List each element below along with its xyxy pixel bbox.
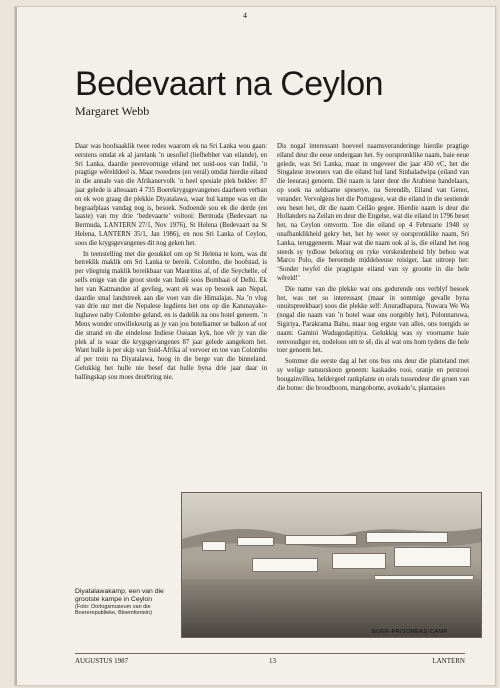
camp-hut bbox=[394, 547, 471, 567]
left-paragraph-1: Daar was hoofsaaklik twee redes waarom ek na Sri Lanka wou gaan: eerstens omdat ek al jarelank ’n uesofiel (liefhebber van eilande), en Sri Lanka, daardie peerevormige eiland net suid-oos van Indië, ’n pragtige wêrelddeel is. Maar tweedens (en veral) omdat hierdie eiland in die annale van die Afrikanervolk ’n heel spesiale plek beklee: 87 jaar gelede is altesaam 4 735 Boerekrygsgevangenes daarheen verban en ek wou graag die plekkie Diyatalawa, waar hul kampe was en die begraafplaas vandag nog is, besoek. Sodoende sou ek die derde (en laaste) van my drie ‘bedevaarte’ voltooi: Bermuda (Bedevaart na Bermuda, LANTERN 27/1, Nov 1976), St Helena (Bedevaart na St Helena, LANTERN 35/1, Jan 1986), en nou Sri Lanka of Ceylon, soos die krygsgevangenes dit nog geken het. bbox=[75, 143, 267, 247]
camp-hut bbox=[202, 541, 226, 551]
right-text-column bbox=[277, 143, 469, 473]
photo-sign-text: BOER-PRISONERS-CAMP bbox=[372, 629, 448, 635]
left-paragraph-2: In teenstelling met die gesukkel om op St Helena te kom, was dit betreklik maklik om Sri Lanka te bereik. Colombo, die hoofstad, is per vliegtuig maklik bereikbaar van Mauritius af, of die Seychelle, of selfs enige van die groot stede van Indië soos Bombaai of Delhi. Ek het van Katmandoe af gevlieg, want ek was op besoek aan Nepal, daardie smal landstreek aan die voet van die Himalajas. Na ’n vlug van drie uur met die Nepalese lugdiens het ons op die Katunayake-lughawe naby Colombo geland, en is dadelik na ons hotel geneem. ’n Mens wonder onwillekeurig as jy van jou hotelkamer se balkon af oor die strand en die eindelose Indiese Oseaan kyk, hoe vêr jy van die plek af is waar die krygsgevangenes 87 jaar gelede aangekom het. Want hulle is per skip van Suid-Afrika af vervoer en toe van Colombo af per trein na Diyatalawa, hoog in die berge van die binneland. Gelukkig het hulle nie besef dat hulle byna drie jaar daar in ballingskap sou moes deurbring nie. bbox=[75, 250, 267, 381]
left-text-column bbox=[75, 143, 267, 473]
publication-name: LANTERN bbox=[432, 657, 465, 665]
magazine-page bbox=[14, 6, 496, 686]
photo-credit: (Foto: Oorlogsmuseum van die Boererepublieke, Bloemfontein) bbox=[75, 604, 153, 617]
camp-hut bbox=[332, 553, 386, 569]
issue-date: AUGUSTUS 1987 bbox=[75, 657, 129, 665]
right-paragraph-1: Dis nogal interessant hoeveel naamsveranderinge hierdie pragtige eiland deur die eeue ondergaan het. Sy oorspronklike naam, baie eeue gelede, was Sri Lanka, maar in ongeveer die jaar 450 vC, het die Singalese inwoners van die eiland hul land Sinhaladwipa (eiland van die leeuras) genoem. Dié naam is later deur die Arabiese handelaars, op soek na seldsame speserye, na Serendib, Eiland van Genot, verander. Vervolgens het die Portugese, wat die eiland in die sestiende eeu beset het, dit die naam Ceilão gegee. Hierdie naam is deur die Hollanders na Zeilan en deur die Engelse, wat die eiland in 1796 beset het, na Ceylon omvorm. Toe die eiland op 4 Februarie 1948 sy onafhanklikheid gekry het, het hy weer sy oorspronklike naam, Sri Lanka, teruggeneem. Maar wat die naam ook al is, die eiland het nog steeds sy tydlose bekoring en ryke verskeidenheid bly behou wat Marco Polo, die beroemde middeleeuse reisiger, laat uitroep het: ‘Sonder twyfel die pragtigste eiland van sy grootte in die hele wêreld!’ bbox=[277, 143, 469, 282]
article-author: Margaret Webb bbox=[75, 104, 150, 118]
page-number: 13 bbox=[269, 657, 276, 665]
page-footer bbox=[75, 653, 465, 668]
right-paragraph-3: Sommer die eerste dag al het ons bus ons deur die platteland met sy welige natuurskoon geneem: kaskades rooi, oranje en persrooi bougainvillea, heldergeel rankplante en orals tussendeur die groen van die bome: die broodboom, mangobome, avokado’s, plantasies bbox=[277, 358, 469, 392]
camp-hut bbox=[252, 558, 318, 572]
article-title: Bedevaart na Ceylon bbox=[75, 64, 384, 103]
page-marker: 4 bbox=[243, 11, 247, 20]
camp-hut bbox=[366, 532, 448, 543]
camp-hut bbox=[285, 535, 357, 545]
photo-caption bbox=[75, 588, 175, 617]
camp-hut bbox=[237, 537, 274, 546]
right-paragraph-2: Die name van die plekke wat ons gedurende ons verblyf besoek het, was net so interessant (maar in sommige gevalle byna onuitspreekbaar) soos die plekke self: Anuradhapura, Nuwara We Wa (nogal die naam van ’n hotel waar ons oorgebly het), Polonnaruwa, Sigiriya, Parakrama Bahu, maar nog ergste van alles, ons toergids se naam: Gamini Wadugodapitiya. Gelukkig was sy voorname baie eenvoudiger en, nodeloos om te sê, dis al wat ons hom tydens die hele toer genoem het. bbox=[277, 285, 469, 355]
camp-photograph bbox=[181, 492, 482, 638]
photo-caption-main: Diyatalawakamp, een van die grootste kampe in Ceylon bbox=[75, 588, 164, 603]
